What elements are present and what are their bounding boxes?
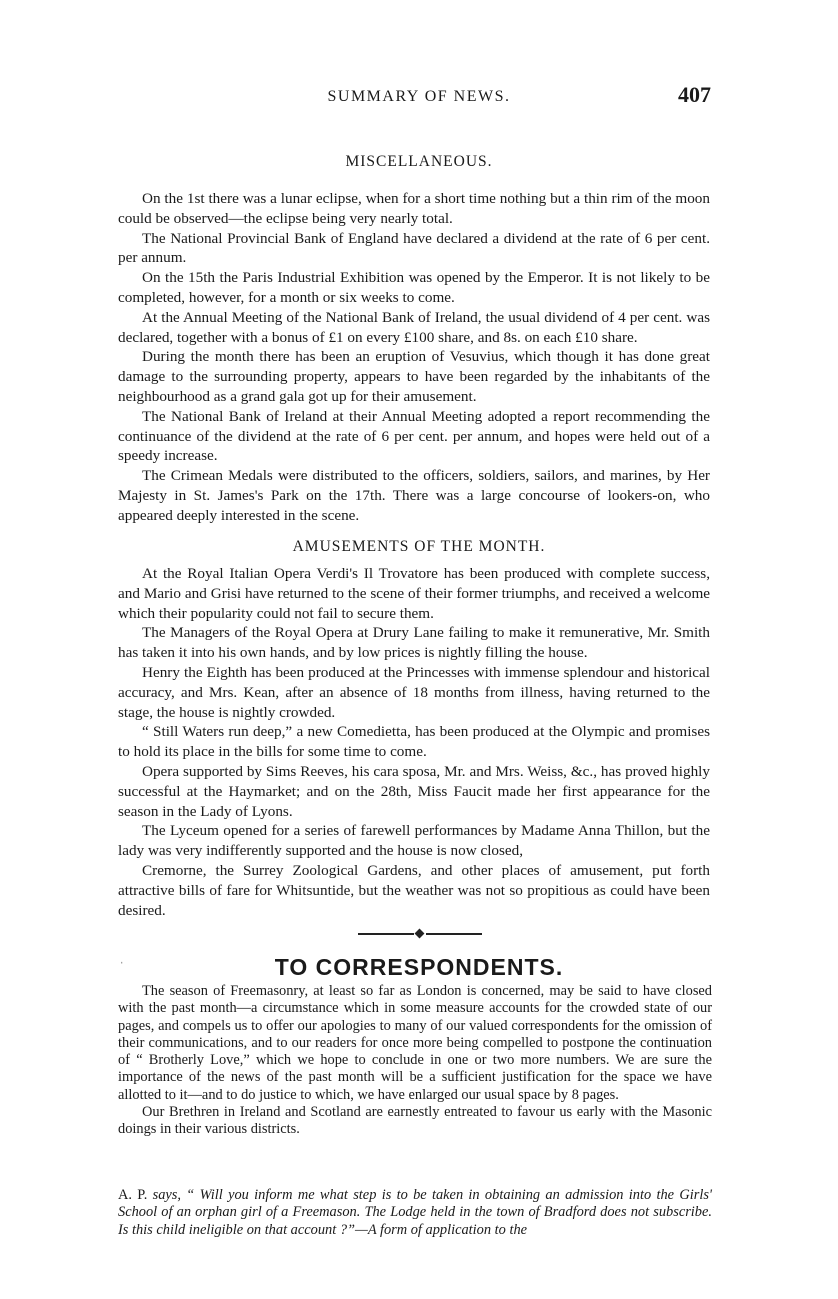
paragraph: On the 1st there was a lunar eclipse, when for a short time nothing but a thin rim of the moon could be observed—the eclipse being very nearly total. [118, 190, 710, 227]
paragraph: During the month there has been an eruption of Vesuvius, which though it has done great damage to the surrounding property, appears to have been regarded by the inhabitants of the neighbourhood as a grand gala got up for their amusement. [118, 348, 710, 405]
paragraph: The National Provincial Bank of England have declared a dividend at the rate of 6 per cent. per annum. [118, 229, 710, 267]
reply-initials: A. P. [118, 1187, 148, 1203]
paragraph: At the Annual Meeting of the National Bank of Ireland, the usual dividend of 4 per cent. was declared, together with a bonus of £1 on every £100 share, and 8s. on each £10 share. [118, 308, 710, 346]
divider-rule-left [358, 933, 414, 935]
amusements-section [118, 564, 710, 920]
correspondents-heading: TO CORRESPONDENTS. [274, 954, 564, 980]
paragraph: “ Still Waters run deep,” a new Comedietta, has been produced at the Olympic and promises to hold its place in the bills for some time to come. [118, 723, 710, 761]
correspondents-section [118, 983, 712, 1139]
paragraph: The Managers of the Royal Opera at Drury Lane failing to make it remunerative, Mr. Smith has taken it into his own hands, and by low prices is nightly filling the house. [118, 624, 710, 662]
paragraph: The National Bank of Ireland at their Annual Meeting adopted a report recommending the continuance of the dividend at the rate of 6 per cent. per annum, and hopes were held out of a speedy increase. [118, 407, 710, 465]
reply-text: says, “ Will you inform me what step is to be taken in obtaining an admission into the Girls' School of an orphan girl of a Freemason. The Lodge held in the town of Bradford does not subscribe. Is this child ineligible on that account ?”—A form of application to the [118, 1187, 712, 1238]
page-number: 407 [678, 82, 711, 107]
paragraph: On the 15th the Paris Industrial Exhibition was opened by the Emperor. It is not likely to be completed, however, for a month or six weeks to come. [118, 269, 710, 306]
paragraph: Cremorne, the Surrey Zoological Gardens, and other places of amusement, put forth attractive bills of fare for Whitsuntide, but the weather was not so propitious as could have been desired. [118, 861, 710, 919]
miscellaneous-heading: MISCELLANEOUS. [345, 153, 493, 170]
correspondent-reply [118, 1187, 712, 1239]
paragraph: The Crimean Medals were distributed to the officers, soldiers, sailors, and marines, by Her Majesty in St. James's Park on the 17th. There was a large concourse of lookers-on, who appeared deeply interested in the scene. [118, 467, 710, 524]
paragraph: The Lyceum opened for a series of farewell performances by Madame Anna Thillon, but the lady was very indifferently supported and the house is now closed, [118, 822, 710, 860]
divider-rule-right [426, 933, 482, 935]
diamond-ornament-icon [415, 929, 425, 939]
paragraph: Henry the Eighth has been produced at the Princesses with immense splendour and historical accuracy, and Mrs. Kean, after an absence of 18 months from illness, having returned to the stage, the house is nightly crowded. [118, 663, 710, 721]
running-title: SUMMARY OF NEWS. [327, 88, 511, 105]
amusements-heading: AMUSEMENTS OF THE MONTH. [292, 538, 546, 555]
miscellaneous-section [118, 189, 710, 526]
paragraph: Opera supported by Sims Reeves, his cara sposa, Mr. and Mrs. Weiss, &c., has proved highly successful at the Haymarket; and on the 28th, Miss Faucit made her first appearance for the season in the Lady of Lyons. [118, 762, 710, 820]
margin-mark-icon: ˈ [120, 960, 124, 972]
paragraph: The season of Freemasonry, at least so far as London is concerned, may be said to have closed with the past month—a circumstance which in some measure accounts for the crowded state of our pages, and compels us to offer our apologies to many of our valued correspondents for the omission of their communications, and to our readers for once more being compelled to postpone the continuation of “ Brotherly Love,” which we hope to conclude in one or two more numbers. We are sure the importance of the news of the past month will be a sufficient justification for the space we have allotted to it—and to do justice to which, we have enlarged our usual space by 8 pages. [118, 983, 712, 1103]
paragraph: At the Royal Italian Opera Verdi's Il Trovatore has been produced with complete success, and Mario and Grisi have returned to the scene of their former triumphs, and received a welcome which their popularity could not fail to secure them. [118, 565, 710, 622]
ornamental-divider [358, 930, 482, 938]
paragraph: Our Brethren in Ireland and Scotland are earnestly entreated to favour us early with the Masonic doings in their various districts. [118, 1104, 712, 1138]
